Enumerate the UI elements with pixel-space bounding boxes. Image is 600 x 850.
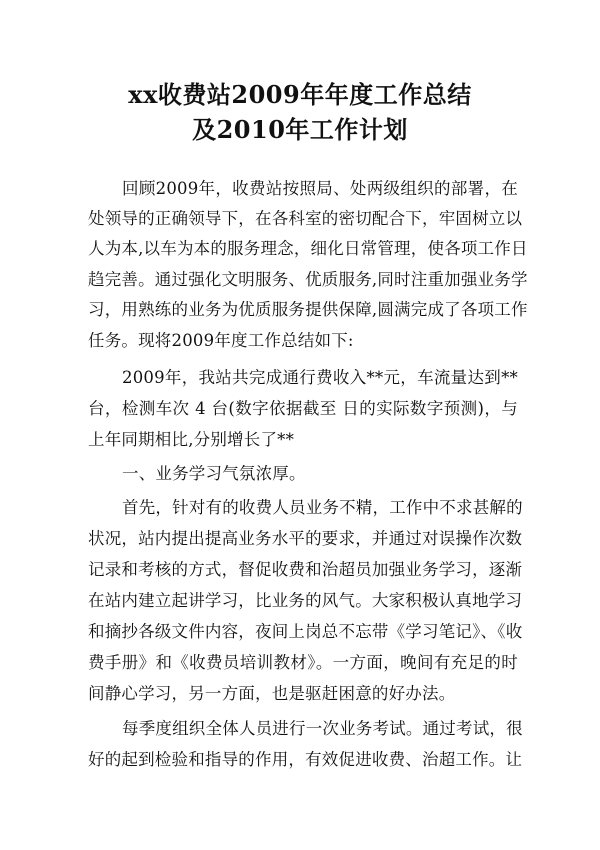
paragraph-line: 人为本,以车为本的服务理念，细化日常管理，使各项工作日 bbox=[88, 239, 528, 258]
paragraph-line: 和摘抄各级文件内容，夜间上岗总不忘带《学习笔记》、《收 bbox=[88, 622, 523, 641]
document-title-line-1: xx收费站2009年年度工作总结 bbox=[128, 80, 472, 109]
paragraph-line: 任务。现将2009年度工作总结如下: bbox=[88, 331, 354, 350]
paragraph-line: 回顾2009年，收费站按照局、处两级组织的部署，在 bbox=[122, 179, 518, 198]
paragraph-line: 2009年，我站共完成通行费收入**元，车流量达到** bbox=[122, 368, 518, 387]
paragraph-line: 每季度组织全体人员进行一次业务考试。通过考试，很 bbox=[122, 719, 523, 738]
document-title-line-2: 及2010年工作计划 bbox=[192, 115, 408, 144]
paragraph-line: 上年同期相比,分别增长了** bbox=[88, 430, 295, 449]
paragraph-line: 首先，针对有的收费人员业务不精，工作中不求甚解的 bbox=[122, 498, 523, 517]
paragraph-line: 趋完善。通过强化文明服务、优质服务,同时注重加强业务学 bbox=[88, 270, 528, 289]
paragraph-line: 费手册》和《收费员培训教材》。一方面，晚间有充足的时 bbox=[88, 653, 518, 672]
paragraph-line: 间静心学习，另一方面，也是驱赶困意的好办法。 bbox=[88, 684, 456, 703]
paragraph-line: 记录和考核的方式，督促收费和治超员加强业务学习，逐渐 bbox=[88, 560, 523, 579]
paragraph-line: 习，用熟练的业务为优质服务提供保障,圆满完成了各项工作 bbox=[88, 300, 528, 319]
paragraph-line: 在站内建立起讲学习，比业务的风气。大家积极认真地学习 bbox=[88, 591, 523, 610]
section-heading: 一、业务学习气氛浓厚。 bbox=[122, 464, 306, 483]
paragraph-line: 处领导的正确领导下，在各科室的密切配合下，牢固树立以 bbox=[88, 209, 523, 228]
paragraph-line: 状况，站内提出提高业务水平的要求，并通过对误操作次数 bbox=[88, 529, 523, 548]
paragraph-line: 好的起到检验和指导的作用，有效促进收费、治超工作。让 bbox=[88, 750, 523, 769]
paragraph-line: 台，检测车次 4 台(数字依据截至 日的实际数字预测)，与 bbox=[88, 399, 518, 418]
